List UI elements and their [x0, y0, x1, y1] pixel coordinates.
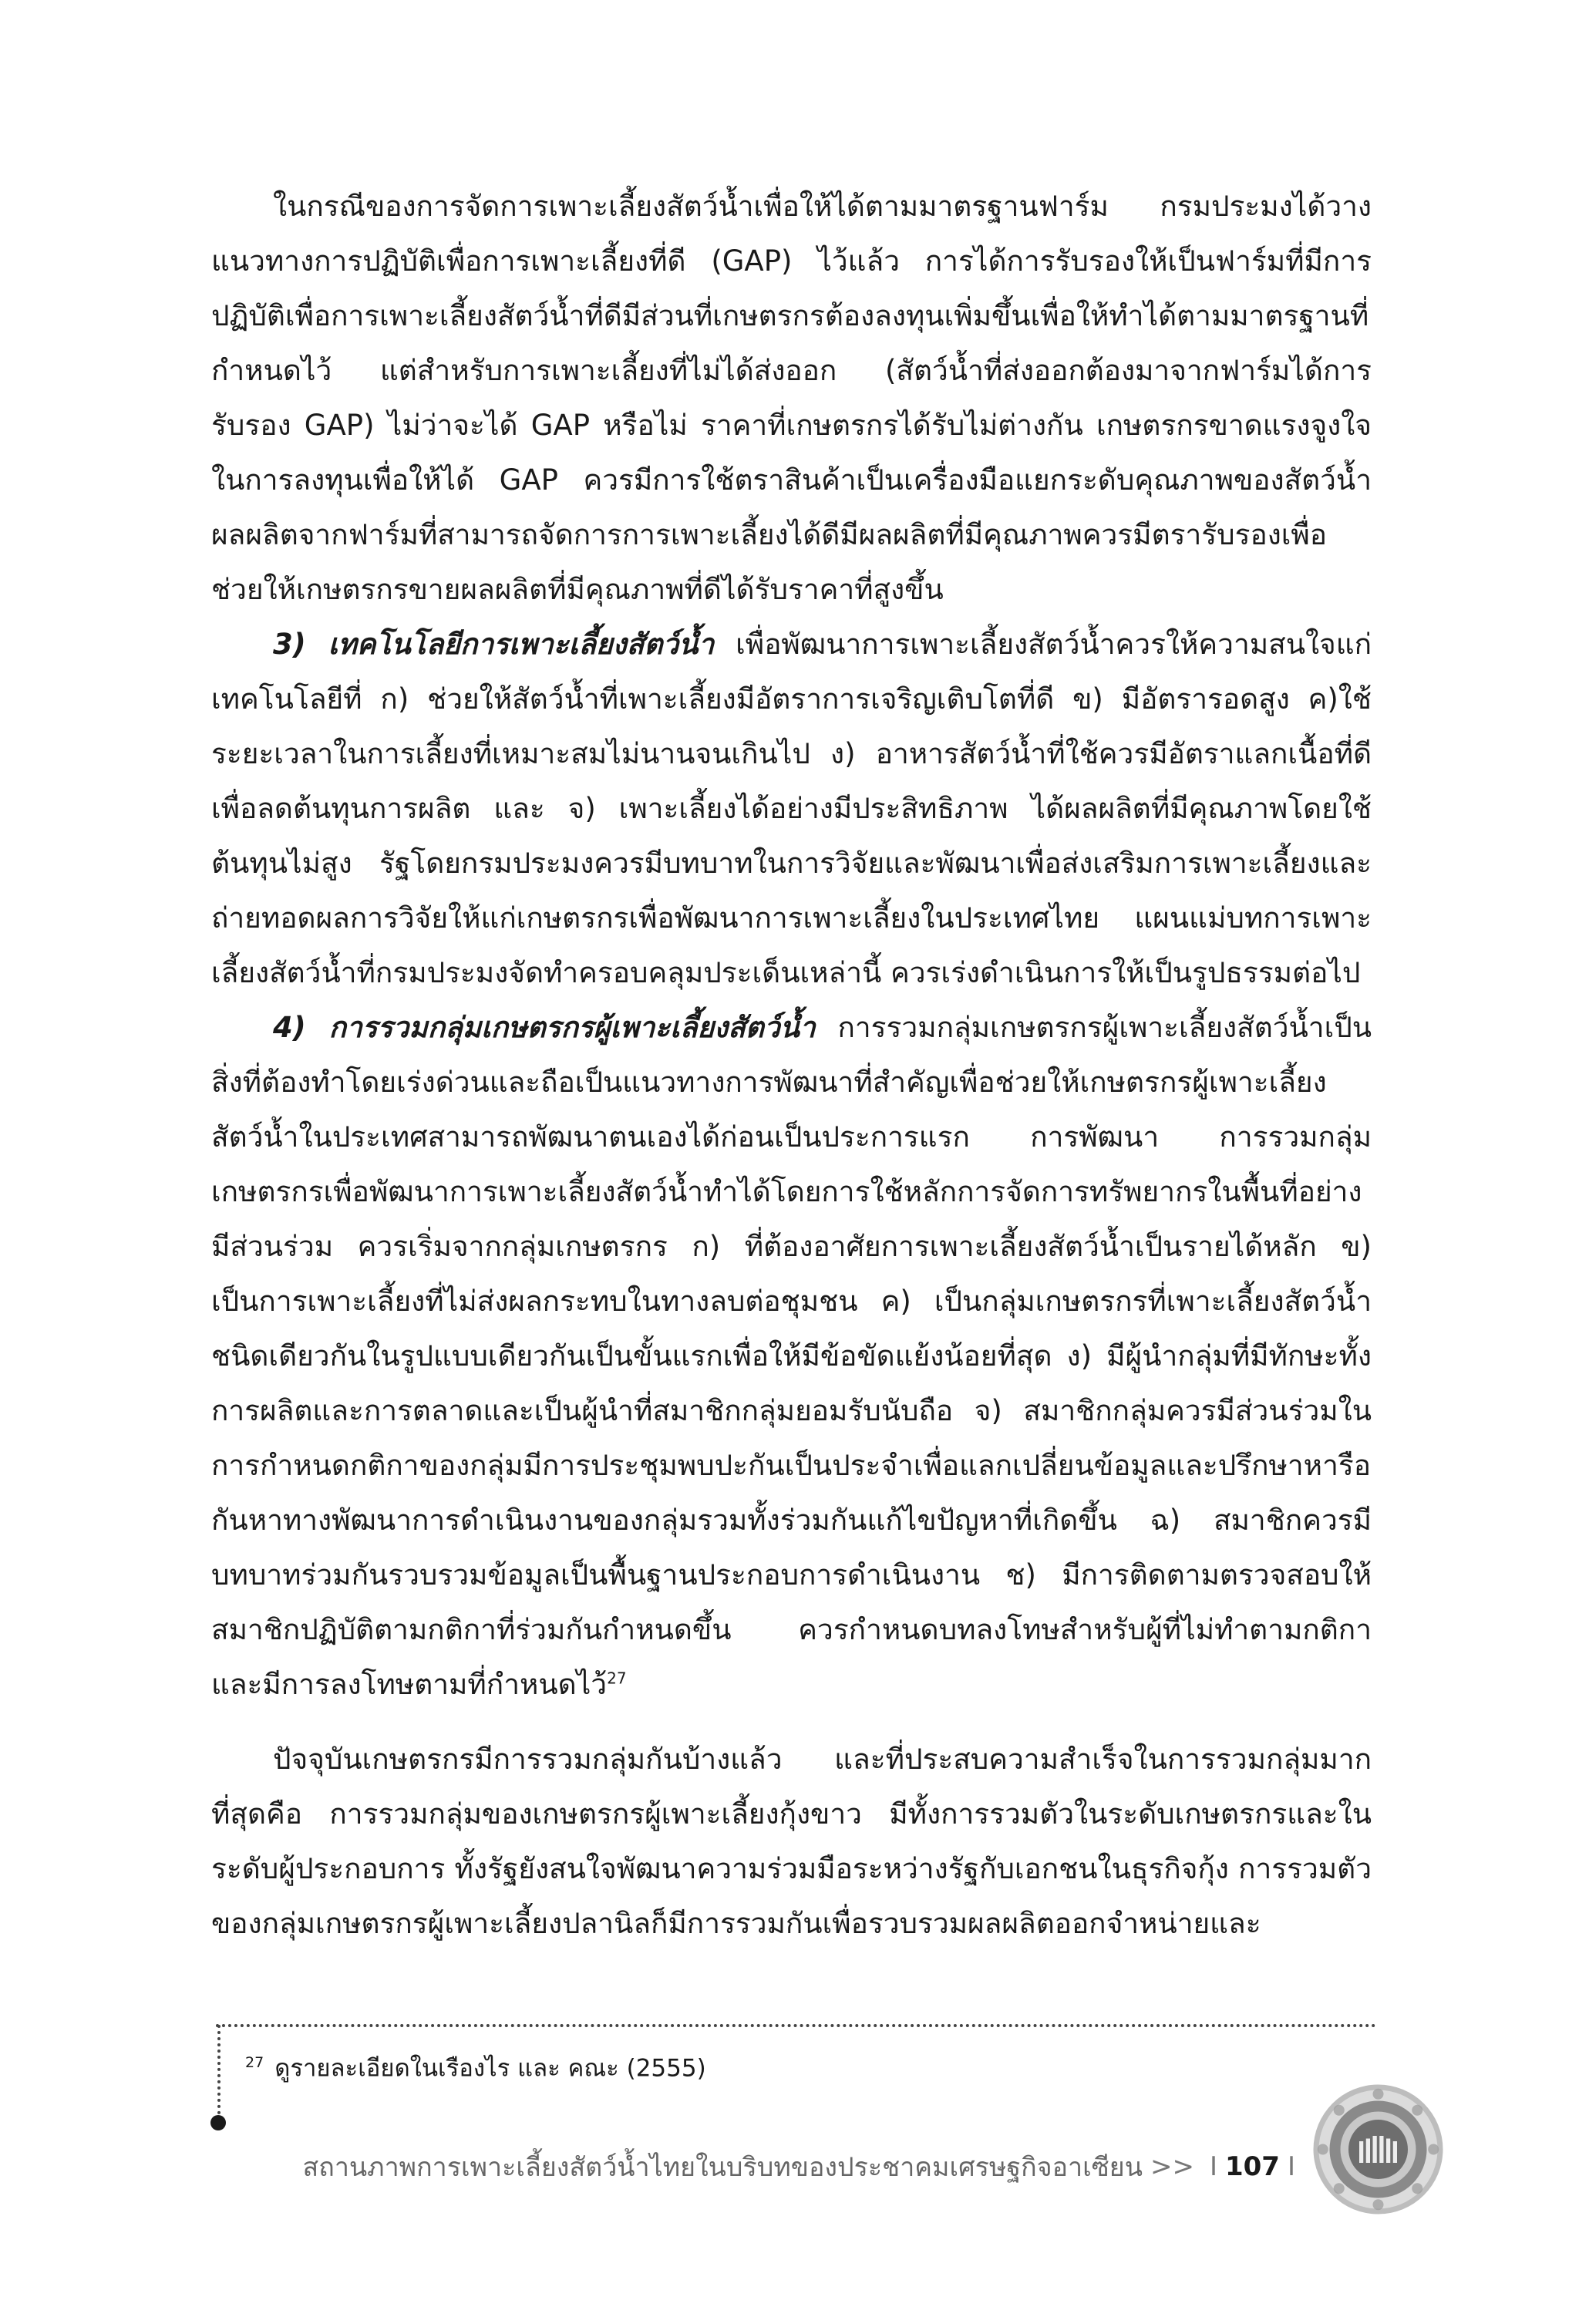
- footnote-divider: [216, 2024, 1376, 2027]
- footer-arrows: >>: [1150, 2151, 1194, 2182]
- footnote-reference[interactable]: 27: [607, 1669, 627, 1688]
- footnote-bullet-dot: [210, 2115, 226, 2130]
- paragraph-aquaculture-technology: [211, 617, 1372, 1000]
- page-footer: [231, 2140, 1303, 2194]
- heading-farmer-groups: 4) การรวมกลุ่มเกษตรกรผู้เพาะเลี้ยงสัตว์น้ำ: [273, 1011, 816, 1044]
- body-text: [211, 179, 1372, 1951]
- footer-separator: I: [1209, 2151, 1217, 2182]
- footnote: [245, 2043, 1325, 2087]
- heading-aquaculture-technology: 3) เทคโนโลยีการเพาะเลี้ยงสัตว์น้ำ: [273, 628, 715, 661]
- paragraph-body: การรวมกลุ่มเกษตรกรผู้เพาะเลี้ยงสัตว์น้ำเป็นสิ่งที่ต้องทำโดยเร่งด่วนและถือเป็นแนวทางการพัฒนาที่สำคัญเพื่อช่วยให้เกษตรกรผู้เพาะเลี้ยงสัตว์น้ำในประเทศสามารถพัฒนาตนเองได้ก่อนเป็นประการแรก การพัฒนา การรวมกลุ่มเกษตรกรเพื่อพัฒนาการเพาะเลี้ยงสัตว์น้ำทำได้โดยการใช้หลักการจัดการทรัพยากรในพื้นที่อย่างมีส่วนร่วม ควรเริ่มจากกลุ่มเกษตรกร ก) ที่ต้องอาศัยการเพาะเลี้ยงสัตว์น้ำเป็นรายได้หลัก ข) เป็นการเพาะเลี้ยงที่ไม่ส่งผลกระทบในทางลบต่อชุมชน ค) เป็นกลุ่มเกษตรกรที่เพาะเลี้ยงสัตว์น้ำชนิดเดียวกันในรูปแบบเดียวกันเป็นขั้นแรกเพื่อให้มีข้อขัดแย้งน้อยที่สุด ง) มีผู้นำกลุ่มที่มีทักษะทั้งการผลิตและการตลาดและเป็นผู้นำที่สมาชิกกลุ่มยอมรับนับถือ จ) สมาชิกกลุ่มควรมีส่วนร่วมในการกำหนดกติกาของกลุ่มมีการประชุมพบปะกันเป็นประจำเพื่อแลกเปลี่ยนข้อมูลและปรึกษาหารือกันหาทางพัฒนาการดำเนินงานของกลุ่มรวมทั้งร่วมกันแก้ไขปัญหาที่เกิดขึ้น ฉ) สมาชิกควรมีบทบาทร่วมกันรวบรวมข้อมูลเป็นพื้นฐานประกอบการดำเนินงาน ช) มีการติดตามตรวจสอบให้สมาชิกปฏิบัติตามกติกาที่ร่วมกันกำหนดขึ้น ควรกำหนดบทลงโทษสำหรับผู้ที่ไม่ทำตามกติกา และมีการลงโทษตามที่กำหนดไว้: [211, 1011, 1372, 1701]
- paragraph-farmer-groups: [211, 1000, 1372, 1712]
- footnote-text: ดูรายละเอียดในเรืองไร และ คณะ (2555): [274, 2054, 706, 2083]
- paragraph-body: เพื่อพัฒนาการเพาะเลี้ยงสัตว์น้ำควรให้ความสนใจแก่เทคโนโลยีที่ ก) ช่วยให้สัตว์น้ำที่เพาะเลี้ยงมีอัตราการเจริญเติบโตที่ดี ข) มีอัตรารอดสูง ค)ใช้ระยะเวลาในการเลี้ยงที่เหมาะสมไม่นานจนเกินไป ง) อาหารสัตว์น้ำที่ใช้ควรมีอัตราแลกเนื้อที่ดีเพื่อลดต้นทุนการผลิต และ จ) เพาะเลี้ยงได้อย่างมีประสิทธิภาพ ได้ผลผลิตที่มีคุณภาพโดยใช้ต้นทุนไม่สูง รัฐโดยกรมประมงควรมีบทบาทในการวิจัยและพัฒนาเพื่อส่งเสริมการเพาะเลี้ยงและถ่ายทอดผลการวิจัยให้แก่เกษตรกรเพื่อพัฒนาการเพาะเลี้ยงในประเทศไทย แผนแม่บทการเพาะเลี้ยงสัตว์น้ำที่กรมประมงจัดทำครอบคลุมประเด็นเหล่านี้ ควรเร่งดำเนินการให้เป็นรูปธรรมต่อไป: [211, 628, 1372, 989]
- asean-emblem-icon: [1311, 2082, 1446, 2217]
- footnote-vertical-rule: [217, 2025, 221, 2120]
- footnote-number: 27: [245, 2054, 264, 2071]
- paragraph-current-groups: ปัจจุบันเกษตรกรมีการรวมกลุ่มกันบ้างแล้ว และที่ประสบความสำเร็จในการรวมกลุ่มมากที่สุดคือ การรวมกลุ่มของเกษตรกรผู้เพาะเลี้ยงกุ้งขาว มีทั้งการรวมตัวในระดับเกษตรกรและในระดับผู้ประกอบการ ทั้งรัฐยังสนใจพัฒนาความร่วมมือระหว่างรัฐกับเอกชนในธุรกิจกุ้ง การรวมตัวของกลุ่มเกษตรกรผู้เพาะเลี้ยงปลานิลก็มีการรวมกันเพื่อรวบรวมผลผลิตออกจำหน่ายและ: [211, 1743, 1372, 1940]
- paragraph-gap-standards: ในกรณีของการจัดการเพาะเลี้ยงสัตว์น้ำเพื่อให้ได้ตามมาตรฐานฟาร์ม กรมประมงได้วางแนวทางการปฏิบัติเพื่อการเพาะเลี้ยงที่ดี (GAP) ไว้แล้ว การได้การรับรองให้เป็นฟาร์มที่มีการปฏิบัติเพื่อการเพาะเลี้ยงสัตว์น้ำที่ดีมีส่วนที่เกษตรกรต้องลงทุนเพิ่มขึ้นเพื่อให้ทำได้ตามมาตรฐานที่กำหนดไว้ แต่สำหรับการเพาะเลี้ยงที่ไม่ได้ส่งออก (สัตว์น้ำที่ส่งออกต้องมาจากฟาร์มได้การรับรอง GAP) ไม่ว่าจะได้ GAP หรือไม่ ราคาที่เกษตรกรได้รับไม่ต่างกัน เกษตรกรขาดแรงจูงใจในการลงทุนเพื่อให้ได้ GAP ควรมีการใช้ตราสินค้าเป็นเครื่องมือแยกระดับคุณภาพของสัตว์น้ำผลผลิตจากฟาร์มที่สามารถจัดการการเพาะเลี้ยงได้ดีมีผลผลิตที่มีคุณภาพควรมีตรารับรองเพื่อช่วยให้เกษตรกรขายผลผลิตที่มีคุณภาพที่ดีได้รับราคาที่สูงขึ้น: [211, 190, 1372, 606]
- footer-separator: I: [1287, 2151, 1295, 2182]
- footer-title: สถานภาพการเพาะเลี้ยงสัตว์น้ำไทยในบริบทของประชาคมเศรษฐกิจอาเซียน: [302, 2152, 1143, 2183]
- page-number: 107: [1224, 2151, 1280, 2182]
- page-bottom-margin: [0, 2222, 1579, 2324]
